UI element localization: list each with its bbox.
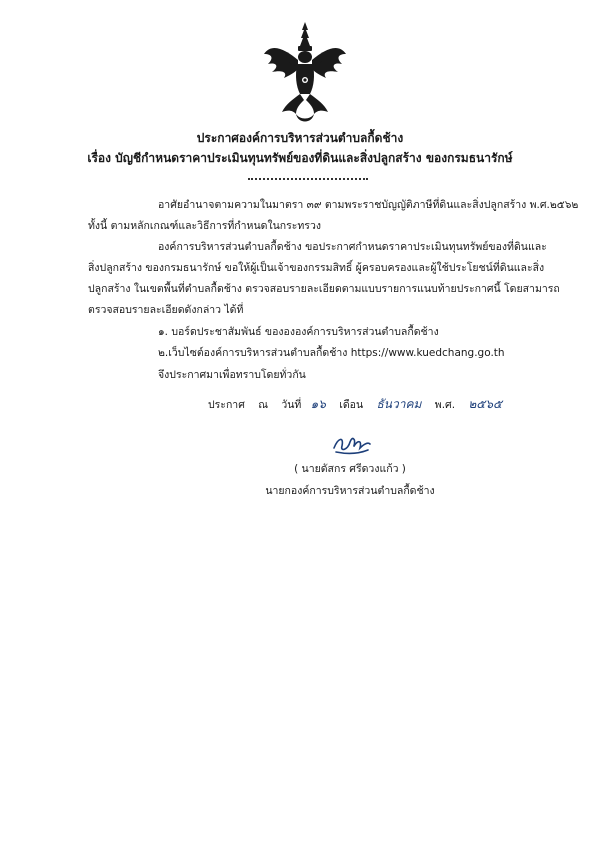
signer-name: ( นายดัสกร ศรีดวงแก้ว ) (294, 463, 406, 475)
closing-line: จึงประกาศมาเพื่อทราบโดยทั่วกัน (158, 369, 306, 381)
announce-label: ประกาศ (208, 399, 245, 411)
announcement-subject: เรื่อง บัญชีกำหนดราคาประเมินทุนทรัพย์ของที่ดินและสิ่งปลูกสร้าง ของกรมธนารักษ์ (87, 151, 513, 165)
handwritten-signature-icon (330, 428, 372, 458)
day-label: วันที่ (281, 399, 302, 411)
dotted-divider (248, 178, 368, 180)
body-line: ปลูกสร้าง ในเขตพื้นที่ตำบลกื้ดช้าง ตรวจสอบรายละเอียดตามแบบรายการแนบท้ายประกาศนี้ โดยสามารถ (88, 283, 560, 295)
body-line: องค์การบริหารส่วนตำบลกื้ดช้าง ขอประกาศกำหนดราคาประเมินทุนทรัพย์ของที่ดินและ (158, 241, 547, 253)
list-item: ๒.เว็บไซต์องค์การบริหารส่วนตำบลกื้ดช้าง https://www.kuedchang.go.th (158, 347, 505, 359)
signer-position: นายกองค์การบริหารส่วนตำบลกื้ดช้าง (265, 485, 435, 497)
body-line: อาศัยอำนาจตามความในมาตรา ๓๙ ตามพระราชบัญญัติภาษีที่ดินและสิ่งปลูกสร้าง พ.ศ.๒๕๖๒ (158, 199, 579, 211)
announcement-date (208, 397, 502, 412)
month-value: ธันวาคม (376, 397, 422, 411)
body-line: ตรวจสอบรายละเอียดดังกล่าว ได้ที่ (88, 304, 244, 316)
month-label: เดือน (339, 399, 364, 411)
garuda-emblem-icon (262, 20, 348, 126)
announcement-title: ประกาศองค์การบริหารส่วนตำบลกื้ดช้าง (196, 131, 404, 145)
body-line: สิ่งปลูกสร้าง ของกรมธนารักษ์ ขอให้ผู้เป็นเจ้าของกรรมสิทธิ์ ผู้ครอบครองและผู้ใช้ประโยชน์ที่ดินและสิ่ง (88, 262, 545, 274)
body-line: ทั้งนี้ ตามหลักเกณฑ์และวิธีการที่กำหนดในกระทรวง (88, 220, 321, 232)
at-label: ณ (258, 399, 268, 411)
list-item: ๑. บอร์ดประชาสัมพันธ์ ของององค์การบริหารส่วนตำบลกื้ดช้าง (158, 326, 439, 338)
year-label: พ.ศ. (434, 399, 456, 411)
year-value: ๒๕๖๕ (468, 397, 503, 411)
day-value: ๑๖ (310, 397, 326, 411)
